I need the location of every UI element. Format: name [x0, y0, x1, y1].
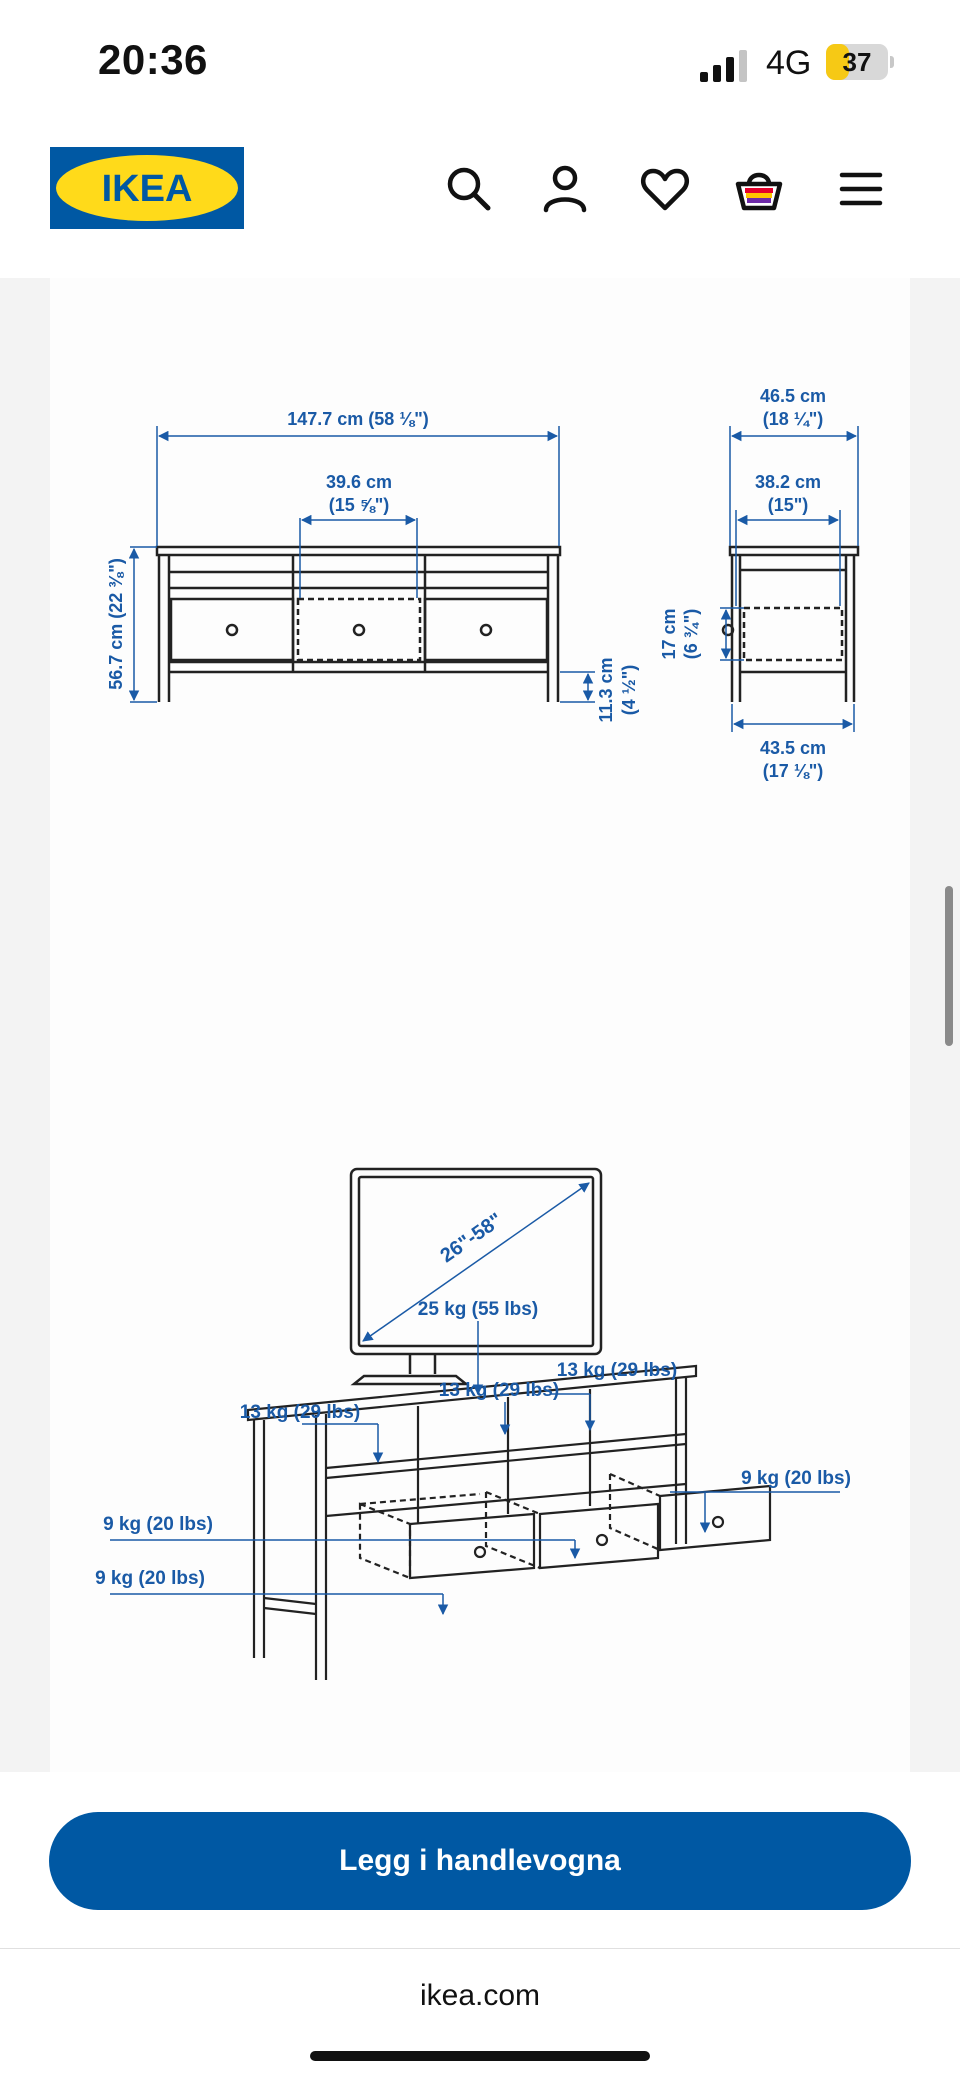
- sticky-cta-bar: [0, 1772, 960, 1948]
- overall-height-label: 56.7 cm (22 ⅜"): [106, 558, 126, 690]
- network-type: 4G: [766, 44, 812, 82]
- svg-text:IKEA: IKEA: [101, 168, 193, 210]
- dimension-drawings: [50, 278, 910, 1772]
- search-icon[interactable]: [442, 162, 496, 216]
- top-load-label: 25 kg (55 lbs): [417, 1299, 539, 1320]
- menu-icon[interactable]: [834, 162, 888, 216]
- tv-size-label: 26"-58": [436, 1208, 507, 1268]
- drawer-left-load-label: 9 kg (20 lbs): [95, 1568, 205, 1589]
- product-image[interactable]: [50, 278, 910, 1772]
- drawer-height-label: 17 cm: [659, 608, 679, 660]
- gallery-scrollbar[interactable]: [945, 886, 953, 1046]
- drawer-middle-load-label: 9 kg (20 lbs): [103, 1514, 213, 1535]
- overall-width-label: 147.7 cm (58 ⅛"): [287, 409, 429, 429]
- side-view-drawing: [723, 547, 858, 702]
- base-depth-imperial-label: (17 ⅛"): [762, 761, 824, 781]
- browser-url-bar[interactable]: [0, 1948, 960, 2079]
- drawer-right-load-label: 9 kg (20 lbs): [741, 1468, 851, 1489]
- battery-icon: [826, 44, 894, 80]
- leg-height-label: 11.3 cm: [596, 657, 616, 723]
- drawer-width-imperial-label: (15 ⅝"): [328, 495, 390, 515]
- shelf-right-load-label: 13 kg (29 lbs): [556, 1360, 678, 1381]
- url-text[interactable]: ikea.com: [419, 1979, 541, 2012]
- cart-icon[interactable]: [732, 162, 786, 216]
- status-bar: [0, 0, 960, 120]
- account-icon[interactable]: [538, 162, 592, 216]
- add-to-cart-button[interactable]: Legg i handlevogna: [49, 1812, 911, 1910]
- depth-imperial-label: (18 ¼"): [762, 409, 824, 429]
- inner-depth-imperial-label: (15"): [767, 495, 809, 515]
- status-time: 20:36: [98, 36, 208, 83]
- leg-height-imperial-label: (4 ½"): [619, 664, 639, 716]
- product-image-gallery[interactable]: [0, 278, 960, 1772]
- drawer-width-label: 39.6 cm: [325, 472, 393, 492]
- signal-icon: [700, 50, 750, 82]
- base-depth-label: 43.5 cm: [759, 738, 827, 758]
- home-indicator[interactable]: [310, 2051, 650, 2061]
- ikea-logo[interactable]: [50, 147, 244, 229]
- drawer-height-imperial-label: (6 ¾"): [681, 608, 701, 660]
- site-header: [0, 120, 960, 278]
- shelf-middle-load-label: 13 kg (29 lbs): [438, 1380, 560, 1401]
- favourites-icon[interactable]: [638, 162, 692, 216]
- depth-label: 46.5 cm: [759, 386, 827, 406]
- front-view-drawing: [157, 547, 560, 702]
- shelf-left-load-label: 13 kg (29 lbs): [239, 1402, 361, 1423]
- inner-depth-label: 38.2 cm: [754, 472, 822, 492]
- battery-level: 37: [842, 47, 872, 77]
